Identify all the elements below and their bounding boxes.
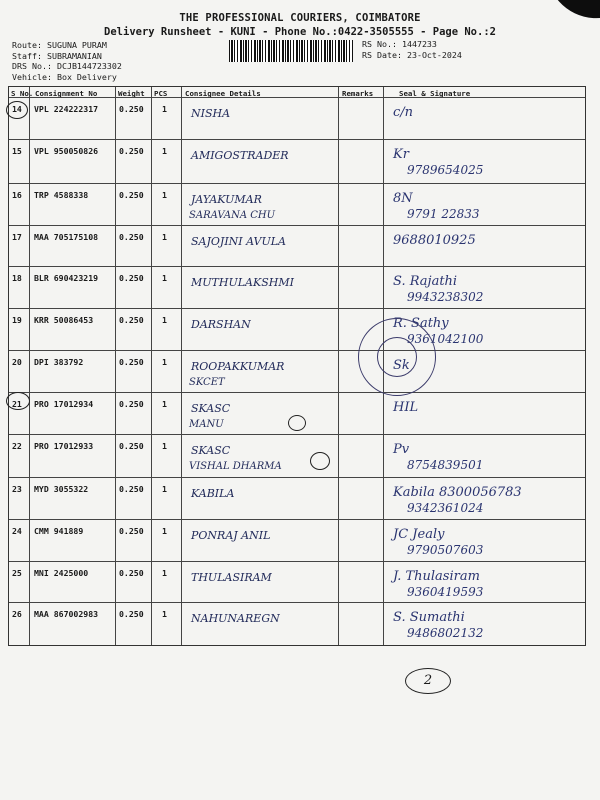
row-signature: R. Sathy [393, 316, 449, 331]
row-sno: 15 [12, 146, 22, 156]
row-weight: 0.250 [119, 441, 144, 451]
row-pcs: 1 [162, 526, 167, 536]
runsheet-table [8, 86, 586, 646]
rs-date: RS Date: 23-Oct-2024 [362, 50, 462, 60]
row-consignee: ROOPAKKUMAR [191, 360, 285, 373]
row-weight: 0.250 [119, 315, 144, 325]
row-weight: 0.250 [119, 146, 144, 156]
row-consignee: KABILA [191, 487, 235, 500]
row-signature-phone: 9361042100 [407, 332, 484, 346]
row-consignment-no: MAA 705175108 [34, 232, 99, 242]
row-signature: Kr [393, 147, 409, 162]
row-signature: S. Sumathi [393, 610, 465, 625]
row-signature-phone: 9360419593 [407, 585, 484, 599]
row-sno: 18 [12, 273, 22, 283]
row-sno: 23 [12, 484, 22, 494]
row-consignment-no: PRO 17012933 [34, 441, 94, 451]
row-consignee: AMIGOSTRADER [191, 149, 289, 162]
row-consignment-no: BLR 690423219 [34, 273, 99, 283]
staff-text: Staff: SUBRAMANIAN [12, 50, 102, 61]
row-consignee: SAJOJINI AVULA [191, 235, 286, 248]
rs-number: RS No.: 1447233 [362, 39, 437, 49]
row-weight: 0.250 [119, 484, 144, 494]
row-consignee-line2: SARAVANA CHU [189, 210, 276, 221]
row-sno: 25 [12, 568, 22, 578]
row-pcs: 1 [162, 190, 167, 200]
col-consignee: Consignee Details [185, 89, 261, 98]
row-signature-phone: 9342361024 [407, 501, 484, 515]
row-pcs: 1 [162, 232, 167, 242]
row-signature: S. Rajathi [393, 274, 458, 289]
row-signature-phone: 8754839501 [407, 458, 484, 472]
row-signature-phone: 9789654025 [407, 163, 484, 177]
row-sno: 22 [12, 441, 22, 451]
row-consignee: MUTHULAKSHMI [191, 276, 294, 289]
row-consignment-no: VPL 950050826 [34, 146, 99, 156]
row-signature-phone: 9486802132 [407, 626, 484, 640]
col-seal: Seal & Signature [399, 89, 471, 98]
vehicle-text: Vehicle: Box Delivery [12, 71, 117, 82]
row-weight: 0.250 [119, 526, 144, 536]
row-consignment-no: KRR 50086453 [34, 315, 94, 325]
row-consignment-no: DPI 383792 [34, 357, 84, 367]
row-sno: 24 [12, 526, 22, 536]
row-pcs: 1 [162, 568, 167, 578]
row-weight: 0.250 [119, 104, 144, 114]
header-right [362, 39, 462, 61]
page-number-mark: 2 [405, 668, 451, 694]
row-pcs: 1 [162, 399, 167, 409]
row-consignment-no: CMM 941889 [34, 526, 84, 536]
row-consignee: DARSHAN [191, 318, 251, 331]
row-signature-phone: 9943238302 [407, 290, 484, 304]
row-signature: 8N [393, 191, 413, 206]
row-consignee-line2: SKCET [189, 377, 225, 388]
row-sno: 21 [12, 399, 22, 409]
runsheet-title: Delivery Runsheet - KUNI - Phone No.:0422-3505555 - Page No.:2 [104, 26, 496, 38]
row-consignee: SKASC [191, 444, 231, 457]
company-stamp [358, 318, 436, 396]
row-signature: Pv [393, 442, 410, 457]
row-sno: 17 [12, 232, 22, 242]
row-weight: 0.250 [119, 190, 144, 200]
ink-circle [288, 415, 306, 431]
row-sno: 16 [12, 190, 22, 200]
col-weight: Weight [118, 89, 145, 98]
row-consignee: NAHUNAREGN [191, 612, 280, 625]
row-pcs: 1 [162, 609, 167, 619]
row-signature: HIL [393, 400, 419, 415]
row-weight: 0.250 [119, 568, 144, 578]
row-pcs: 1 [162, 357, 167, 367]
row-signature: Sk [393, 358, 410, 373]
row-pcs: 1 [162, 104, 167, 114]
row-consignee-line2: MANU [189, 419, 224, 430]
row-pcs: 1 [162, 315, 167, 325]
row-sno: 14 [12, 104, 22, 114]
row-weight: 0.250 [119, 399, 144, 409]
company-title: THE PROFESSIONAL COURIERS, COIMBATORE [179, 12, 421, 24]
sno-circle-mark [6, 392, 30, 410]
row-pcs: 1 [162, 146, 167, 156]
col-consignment: Consignment No [35, 89, 98, 98]
row-consignee: PONRAJ ANIL [191, 529, 271, 542]
row-pcs: 1 [162, 273, 167, 283]
row-signature-phone: 9790507603 [407, 543, 484, 557]
row-weight: 0.250 [119, 232, 144, 242]
row-signature: Kabila 8300056783 [393, 485, 522, 500]
row-consignee-line2: VISHAL DHARMA [189, 461, 282, 472]
col-pcs: PCS [154, 89, 168, 98]
row-signature: J. Thulasiram [393, 569, 480, 584]
row-signature: 9688010925 [393, 233, 476, 248]
col-remarks: Remarks [342, 89, 374, 98]
row-pcs: 1 [162, 441, 167, 451]
col-sno: S No. [11, 89, 34, 98]
row-consignee: THULASIRAM [191, 571, 272, 584]
header-left [12, 40, 122, 82]
barcode [229, 40, 353, 62]
row-signature-phone: 9791 22833 [407, 207, 480, 221]
row-weight: 0.250 [119, 357, 144, 367]
row-weight: 0.250 [119, 609, 144, 619]
sno-circle-mark [6, 101, 28, 119]
row-signature: JC Jealy [393, 527, 445, 542]
route-text: Route: SUGUNA PURAM [12, 40, 107, 50]
drs-number: DRS No.: DCJB144723302 [12, 61, 122, 71]
row-sno: 20 [12, 357, 22, 367]
row-consignment-no: VPL 224222317 [34, 104, 99, 114]
row-consignment-no: MYD 3055322 [34, 484, 89, 494]
row-consignee: NISHA [191, 107, 231, 120]
ink-circle [310, 452, 330, 470]
row-sno: 26 [12, 609, 22, 619]
row-pcs: 1 [162, 484, 167, 494]
row-consignee: JAYAKUMAR [191, 193, 262, 206]
row-sno: 19 [12, 315, 22, 325]
row-consignment-no: MNI 2425000 [34, 568, 89, 578]
row-consignee: SKASC [191, 402, 231, 415]
row-consignment-no: PRO 17012934 [34, 399, 94, 409]
row-weight: 0.250 [119, 273, 144, 283]
row-consignment-no: MAA 867002983 [34, 609, 99, 619]
row-consignment-no: TRP 4588338 [34, 190, 89, 200]
row-signature: c/n [393, 105, 414, 120]
